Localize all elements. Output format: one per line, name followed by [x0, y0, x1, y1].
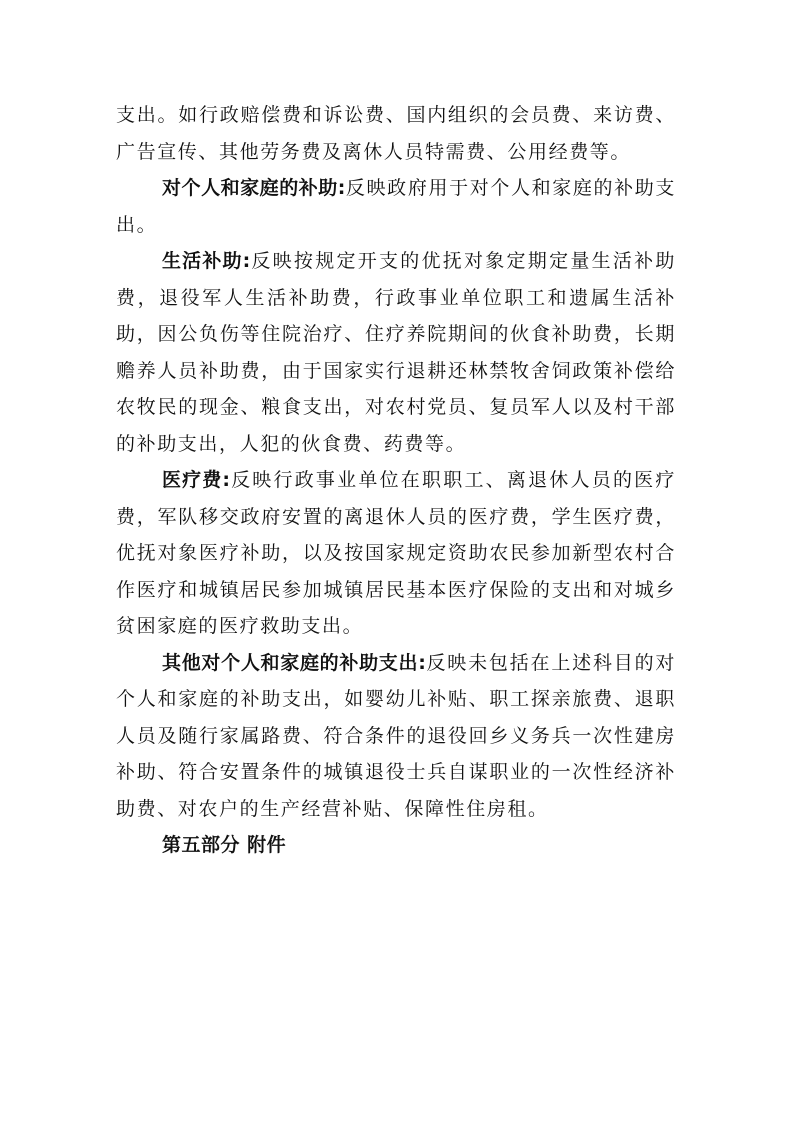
paragraph-term: 生活补助:	[162, 250, 251, 272]
paragraph-continuation	[116, 97, 676, 170]
paragraph-text: 反映行政事业单位在职职工、离退休人员的医疗费，军队移交政府安置的离退休人员的医疗费，学生医疗费，优抚对象医疗补助，以及按国家规定资助农民参加新型农村合作医疗和城镇居民参加城镇居民基本医疗保险的支出和对城乡贫困家庭的医疗救助支出。	[116, 469, 676, 637]
paragraph-living-subsidy	[116, 243, 676, 462]
paragraph-medical-expenses	[116, 462, 676, 645]
paragraph-text: 反映按规定开支的优抚对象定期定量生活补助费，退役军人生活补助费，行政事业单位职工和遗属生活补助，因公负伤等住院治疗、住疗养院期间的伙食补助费，长期赡养人员补助费，由于国家实行退耕还林禁牧舍饲政策补偿给农牧民的现金、粮食支出，对农村党员、复员军人以及村干部的补助支出，人犯的伙食费、药费等。	[116, 250, 676, 455]
paragraph-text: 反映未包括在上述科目的对个人和家庭的补助支出，如婴幼儿补贴、职工探亲旅费、退职人员及随行家属路费、符合条件的退役回乡义务兵一次性建房补助、符合安置条件的城镇退役士兵自谋职业的一次性经济补助费、对农户的生产经营补贴、保障性住房租。	[116, 651, 676, 820]
paragraph-personal-family-subsidy	[116, 170, 676, 243]
paragraph-term: 医疗费:	[162, 469, 231, 491]
paragraph-text: 支出。如行政赔偿费和诉讼费、国内组织的会员费、来访费、广告宣传、其他劳务费及离休人员特需费、公用经费等。	[116, 104, 676, 163]
document-body	[116, 97, 676, 864]
paragraph-term: 对个人和家庭的补助:	[162, 177, 346, 199]
paragraph-other-subsidy	[116, 645, 676, 828]
paragraph-text: 反映政府用于对个人和家庭的补助支出。	[116, 177, 676, 236]
section-title: 第五部分 附件	[162, 834, 287, 856]
paragraph-term: 其他对个人和家庭的补助支出:	[162, 651, 427, 674]
